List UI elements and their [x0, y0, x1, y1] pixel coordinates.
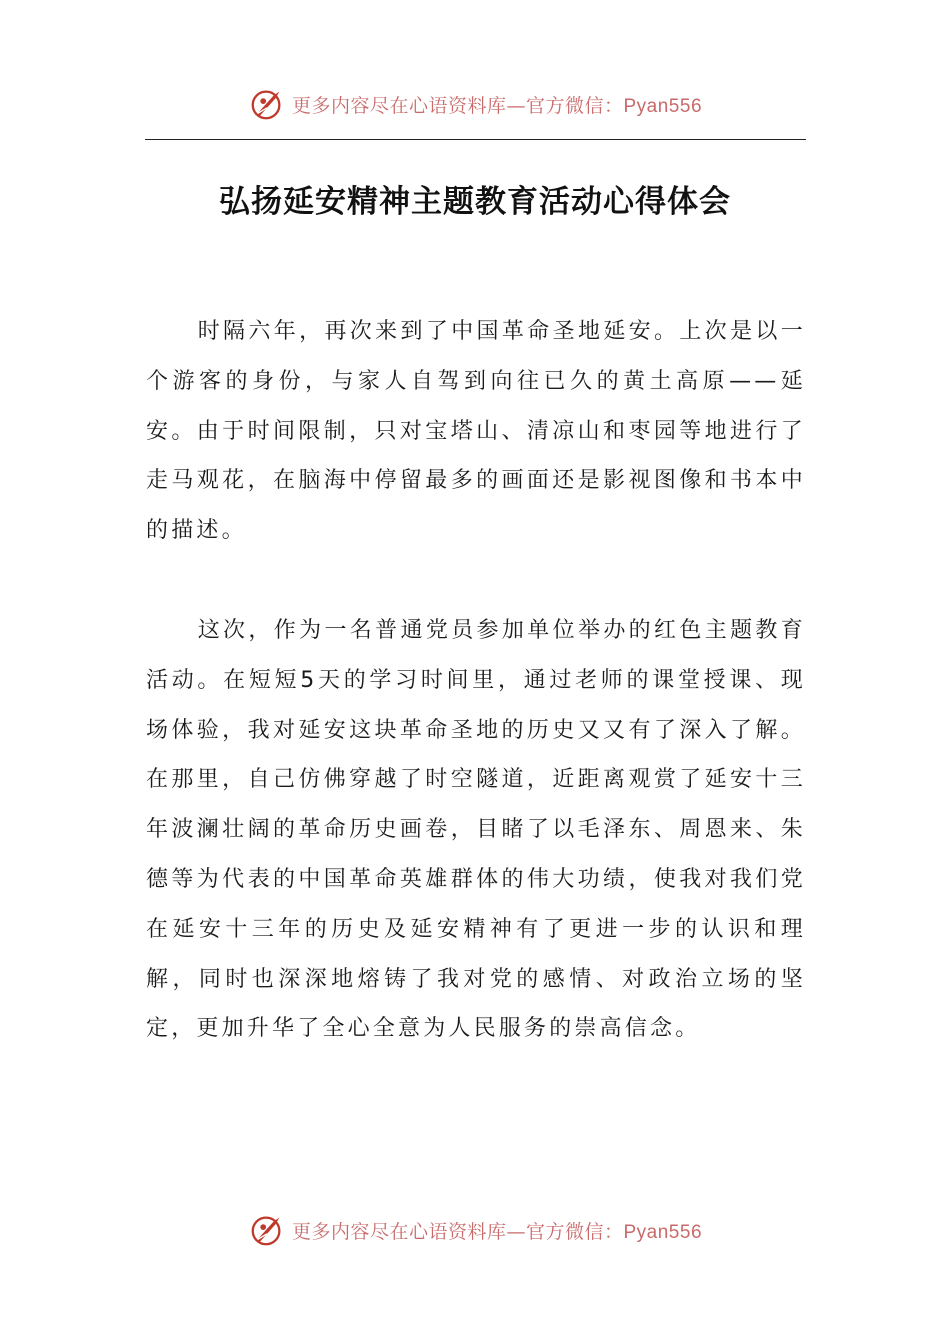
banner-label: 更多内容尽在心语资料库—官方微信：: [291, 1220, 624, 1243]
wechat-id: Pyan556: [623, 95, 703, 117]
pen-nib-logo-icon: [248, 1211, 286, 1249]
pen-nib-logo-icon: [248, 85, 286, 123]
header-divider: [145, 139, 806, 140]
header-banner-text: [292, 91, 702, 118]
header-banner: [0, 84, 950, 124]
paragraph-2: 这次，作为一名普通党员参加单位举办的红色主题教育活动。在短短5天的学习时间里，通过老师的课堂授课、现场体验，我对延安这块革命圣地的历史又又有了深入了解。在那里，自己仿佛穿越了时空隧道，近距离观赏了延安十三年波澜壮阔的革命历史画卷，目睹了以毛泽东、周恩来、朱德等为代表的中国革命英雄群体的伟大功绩，使我对我们党在延安十三年的历史及延安精神有了更进一步的认识和理解，同时也深深地熔铸了我对党的感情、对政治立场的坚定，更加升华了全心全意为人民服务的崇高信念。: [146, 618, 806, 1042]
wechat-id: Pyan556: [623, 1221, 703, 1243]
paragraph-1: 时隔六年，再次来到了中国革命圣地延安。上次是以一个游客的身份，与家人自驾到向往已久的黄土高原——延安。由于时间限制，只对宝塔山、清凉山和枣园等地进行了走马观花，在脑海中停留最多的画面还是影视图像和书本中的描述。: [146, 319, 806, 544]
footer-banner-text: [292, 1217, 702, 1244]
footer-banner: [0, 1210, 950, 1250]
banner-label: 更多内容尽在心语资料库—官方微信：: [291, 94, 624, 117]
document-title: 弘扬延安精神主题教育活动心得体会: [219, 184, 731, 220]
